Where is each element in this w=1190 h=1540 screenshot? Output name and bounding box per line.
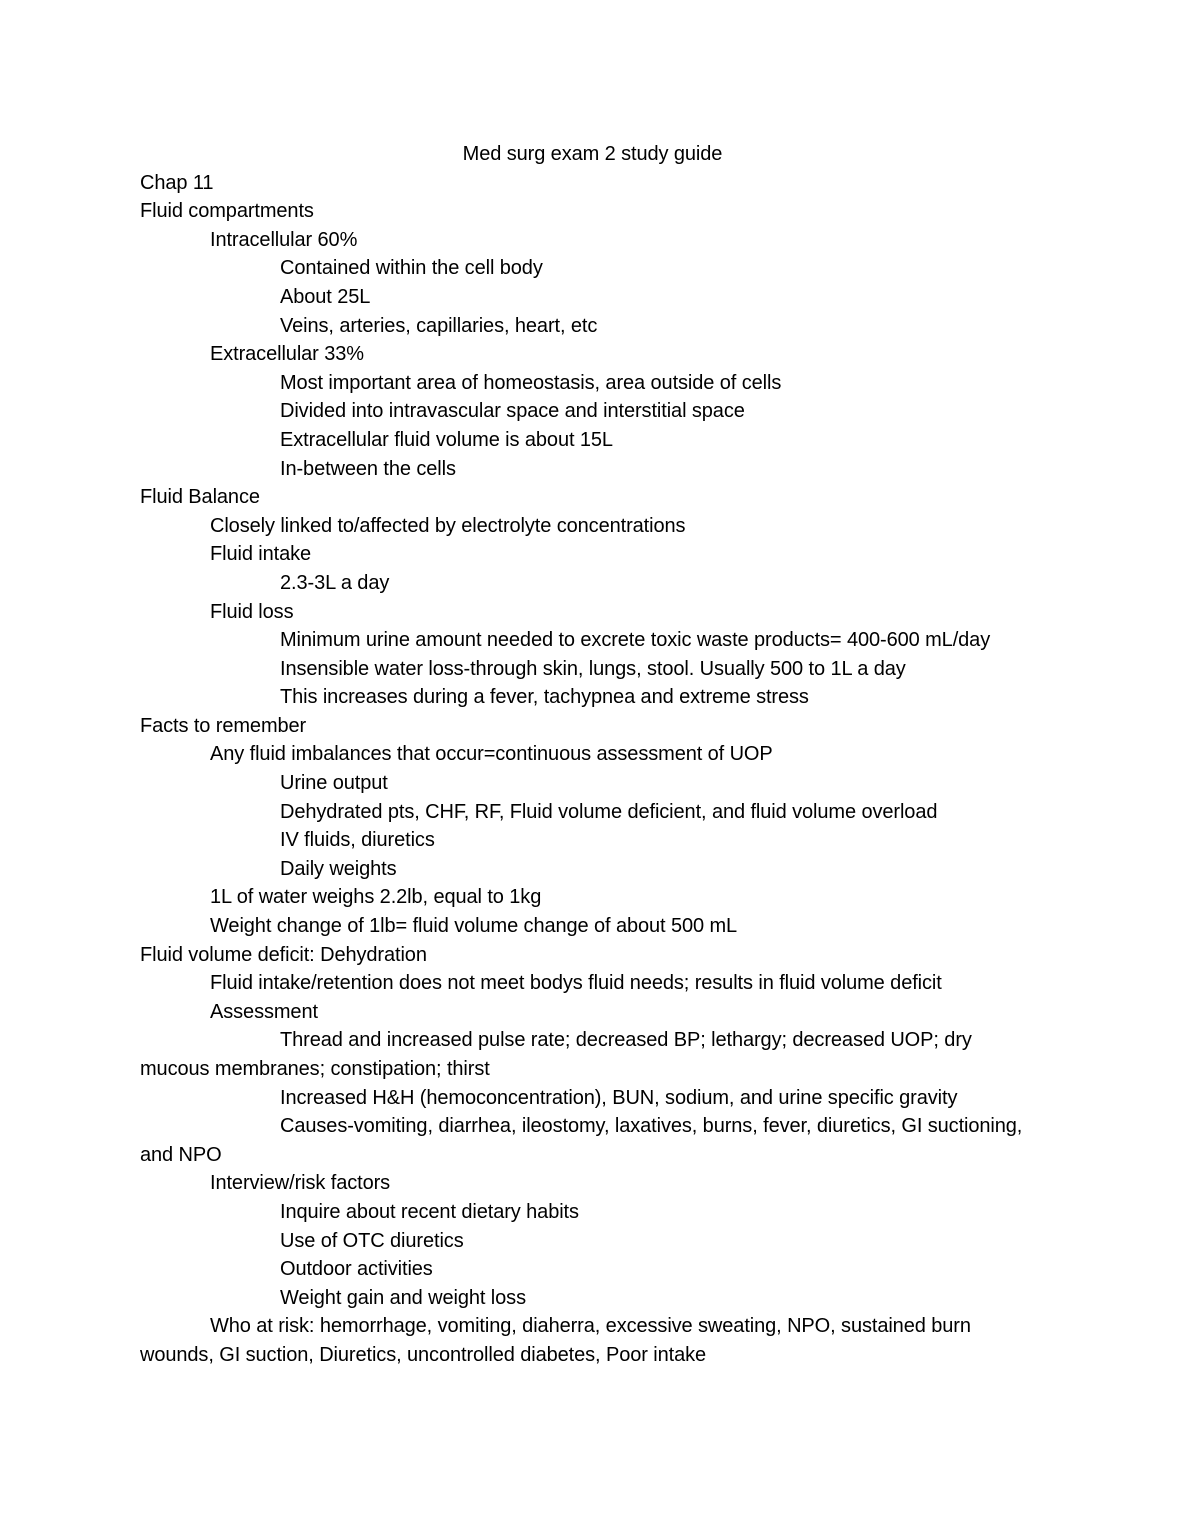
outline-line: Causes-vomiting, diarrhea, ileostomy, laxatives, burns, fever, diuretics, GI suctioning, and NPO	[140, 1115, 1028, 1166]
outline-line: Insensible water loss-through skin, lungs, stool. Usually 500 to 1L a day	[280, 657, 906, 680]
outline-line: Chap 11	[140, 171, 214, 194]
outline-line: Contained within the cell body	[280, 257, 543, 280]
outline-line: Fluid volume deficit: Dehydration	[140, 943, 427, 966]
outline-line: Veins, arteries, capillaries, heart, etc	[280, 314, 598, 337]
outline-line: Fluid compartments	[140, 200, 314, 223]
outline-line: Daily weights	[280, 857, 397, 880]
outline-line: Extracellular fluid volume is about 15L	[280, 428, 613, 451]
outline-line: 1L of water weighs 2.2lb, equal to 1kg	[210, 886, 542, 909]
outline-line: IV fluids, diuretics	[280, 829, 435, 852]
outline-line: Fluid intake/retention does not meet bodys fluid needs; results in fluid volume deficit	[210, 972, 942, 995]
outline-line: Who at risk: hemorrhage, vomiting, diaherra, excessive sweating, NPO, sustained burn wounds, GI suction, Diuretics, uncontrolled diabetes, Poor intake	[140, 1315, 977, 1366]
outline-line: Weight change of 1lb= fluid volume change of about 500 mL	[210, 915, 738, 938]
outline-line: Fluid intake	[210, 543, 312, 566]
outline-line: Divided into intravascular space and interstitial space	[280, 400, 745, 423]
outline-line: Minimum urine amount needed to excrete toxic waste products= 400-600 mL/day	[280, 629, 991, 652]
outline-line: This increases during a fever, tachypnea and extreme stress	[280, 686, 809, 709]
outline-line: Any fluid imbalances that occur=continuous assessment of UOP	[210, 743, 773, 766]
outline-line: Interview/risk factors	[210, 1172, 391, 1195]
outline-line: 2.3-3L a day	[280, 571, 390, 594]
outline-line: Facts to remember	[140, 714, 307, 737]
outline-line: Most important area of homeostasis, area outside of cells	[280, 371, 782, 394]
outline-line: Urine output	[280, 772, 388, 795]
outline-line: Assessment	[210, 1000, 318, 1023]
document-title: Med surg exam 2 study guide	[462, 143, 723, 165]
outline-line: Extracellular 33%	[210, 343, 364, 366]
outline-line: Thread and increased pulse rate; decreased BP; lethargy; decreased UOP; dry mucous membranes; constipation; thirst	[140, 1029, 978, 1080]
outline-line: Outdoor activities	[280, 1258, 433, 1281]
outline-line: Inquire about recent dietary habits	[280, 1200, 579, 1223]
outline-line: In-between the cells	[280, 457, 456, 480]
outline-line: About 25L	[280, 285, 371, 308]
outline-line: Fluid Balance	[140, 486, 260, 509]
outline-list	[140, 169, 1045, 1370]
outline-line: Use of OTC diuretics	[280, 1229, 464, 1252]
outline-line: Fluid loss	[210, 600, 294, 623]
outline-line: Weight gain and weight loss	[280, 1286, 526, 1309]
document-body	[140, 140, 1045, 1370]
outline-line: Dehydrated pts, CHF, RF, Fluid volume deficient, and fluid volume overload	[280, 800, 938, 823]
outline-line: Closely linked to/affected by electrolyte concentrations	[210, 514, 686, 537]
outline-line: Increased H&H (hemoconcentration), BUN, sodium, and urine specific gravity	[280, 1086, 958, 1109]
outline-line: Intracellular 60%	[210, 228, 358, 251]
